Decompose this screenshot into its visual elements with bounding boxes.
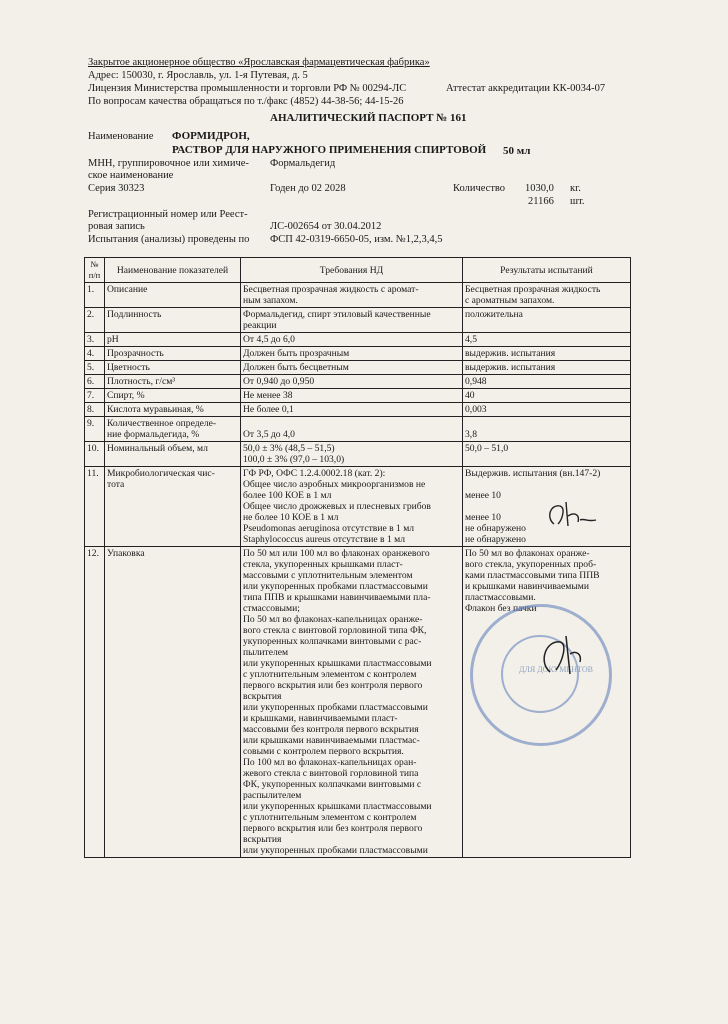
table-body (85, 283, 631, 858)
requirement (241, 467, 463, 547)
quantity-kg: 1030,0 (525, 183, 554, 194)
result-line: и крышками навинчиваемыми (465, 581, 589, 592)
requirement-line: реакции (243, 320, 277, 331)
indicator-name (105, 361, 241, 375)
requirement-line: более 100 КОЕ в 1 мл (243, 490, 332, 501)
requirement-line: От 0,940 до 0,950 (243, 376, 315, 387)
result (463, 403, 631, 417)
table-row (85, 403, 631, 417)
requirement (241, 547, 463, 858)
indicator-name-line: тота (107, 479, 125, 490)
passport-title: АНАЛИТИЧЕСКИЙ ПАСПОРТ № 161 (270, 112, 467, 124)
stamp-text: ДЛЯ ДОКУМЕНТОВ (519, 665, 593, 674)
result-line: Флакон без пачки (465, 603, 537, 614)
product-form: РАСТВОР ДЛЯ НАРУЖНОГО ПРИМЕНЕНИЯ СПИРТОВОЙ (172, 144, 487, 156)
requirement (241, 389, 463, 403)
requirement-line: Общее число аэробных микроорганизмов не (243, 479, 426, 490)
result-line: выдержив. испытания (465, 362, 556, 373)
indicator-name (105, 333, 241, 347)
requirement (241, 417, 463, 442)
row-number: 5. (85, 361, 105, 375)
quantity-pcs: 21166 (528, 196, 554, 207)
name-label: Наименование (88, 131, 154, 142)
requirement-line: Pseudomonas aeruginosa отсутствие в 1 мл (243, 523, 415, 534)
requirement-line: По 100 мл во флаконах-капельницах оран- (243, 757, 417, 768)
company-address: Адрес: 150030, г. Ярославль, ул. 1-я Путевая, д. 5 (88, 70, 308, 81)
indicator-name (105, 283, 241, 308)
requirement (241, 442, 463, 467)
result-line: не обнаружено (465, 534, 526, 545)
requirement-line: жевого стекла с винтовой горловиной типа (243, 768, 419, 779)
requirement-line: Staphylococcus aureus отсутствие в 1 мл (243, 534, 406, 545)
table-row (85, 417, 631, 442)
requirement-line: не более 10 КОЕ в 1 мл (243, 512, 339, 523)
indicator-name-line: Описание (107, 284, 148, 295)
requirement-line: или укупоренных пробками пластмассовыми (243, 702, 428, 713)
table-row (85, 347, 631, 361)
row-number: 6. (85, 375, 105, 389)
requirement (241, 403, 463, 417)
row-number: 3. (85, 333, 105, 347)
result (463, 333, 631, 347)
indicator-name-line: Количественное определе- (107, 418, 217, 429)
result-line: 50,0 – 51,0 (465, 443, 509, 454)
result-line: Бесцветная прозрачная жидкость (465, 284, 601, 295)
result-line: пластмассовыми. (465, 592, 536, 603)
result (463, 347, 631, 361)
row-number: 2. (85, 308, 105, 333)
result-line: менее 10 (465, 490, 501, 501)
indicator-name (105, 347, 241, 361)
requirement-line: Не менее 38 (243, 390, 293, 401)
requirement-line: 50,0 ± 3% (48,5 – 51,5) (243, 443, 335, 454)
requirement-line: По 50 мл или 100 мл во флаконах оранжевого (243, 548, 430, 559)
indicator-name (105, 375, 241, 389)
requirement-line: или крышками навинчиваемыми пластмас- (243, 735, 420, 746)
requirement-line: вскрытия (243, 834, 282, 845)
result (463, 442, 631, 467)
indicator-name (105, 308, 241, 333)
requirement-line: вого стекла с винтовой горловиной типа ФК, (243, 625, 427, 636)
product-volume: 50 мл (503, 145, 531, 157)
requirement-line: или укупоренных крышками пластмассовыми (243, 801, 432, 812)
reg-label-2: ровая запись (88, 221, 145, 232)
indicator-name-line: ние формальдегида, % (107, 429, 200, 440)
table-row (85, 308, 631, 333)
table-row (85, 283, 631, 308)
result-line: 3,8 (465, 429, 477, 440)
indicator-name (105, 417, 241, 442)
row-number: 1. (85, 283, 105, 308)
header-number: № п/п (85, 258, 105, 283)
table-row (85, 467, 631, 547)
requirement-line: первого вскрытия или без контроля первого (243, 680, 423, 691)
result-line: выдержив. испытания (465, 348, 556, 359)
reg-value: ЛС-002654 от 30.04.2012 (270, 221, 382, 232)
requirement (241, 347, 463, 361)
requirement-line: Формальдегид, спирт этиловый качественные (243, 309, 431, 320)
requirement-line: Общее число дрожжевых и плесневых грибов (243, 501, 431, 512)
row-number: 12. (85, 547, 105, 858)
requirement (241, 375, 463, 389)
result (463, 361, 631, 375)
indicator-name-line: Спирт, % (107, 390, 145, 401)
indicator-name-line: Кислота муравьиная, % (107, 404, 204, 415)
requirement-line: и крышками, навинчиваемыми пласт- (243, 713, 398, 724)
requirement-line: распылителем (243, 790, 302, 801)
inn-label: МНН, группировочное или химиче- (88, 158, 249, 169)
result (463, 547, 631, 858)
inn-value: Формальдегид (270, 158, 336, 169)
indicator-name (105, 403, 241, 417)
requirement-line: стмассовыми; (243, 603, 300, 614)
row-number: 7. (85, 389, 105, 403)
requirement-line: Не более 0,1 (243, 404, 294, 415)
indicator-name-line: Номинальный объем, мл (107, 443, 208, 454)
indicator-name (105, 547, 241, 858)
result (463, 308, 631, 333)
requirement-line: Должен быть бесцветным (243, 362, 349, 373)
result-line: Выдержив. испытания (вн.147-2) (465, 468, 601, 479)
table-row (85, 442, 631, 467)
requirement-line: или укупоренных пробками пластмассовыми (243, 581, 428, 592)
requirement-line: Должен быть прозрачным (243, 348, 350, 359)
result (463, 389, 631, 403)
requirement-line: или укупоренных крышками пластмассовыми (243, 658, 432, 669)
requirement-line: с уплотнительным элементом с контролем (243, 812, 417, 823)
unit-pcs: шт. (570, 196, 585, 207)
requirement-line: типа ППВ и крышками навинчиваемыми пла- (243, 592, 431, 603)
license-line: Лицензия Министерства промышленности и торговли РФ № 00294-ЛС (88, 83, 407, 94)
requirement (241, 333, 463, 347)
header-indicator: Наименование показателей (105, 258, 241, 283)
result-line (465, 501, 628, 512)
result (463, 467, 631, 547)
indicator-name-line: Микробиологическая чис- (107, 468, 215, 479)
unit-kg: кг. (570, 183, 581, 194)
indicator-name-line: Подлинность (107, 309, 162, 320)
requirement (241, 361, 463, 375)
requirement-line: или укупоренных пробками пластмассовыми (243, 845, 428, 856)
result (463, 375, 631, 389)
requirement-line: пылителем (243, 647, 289, 658)
result (463, 417, 631, 442)
reg-label: Регистрационный номер или Реест- (88, 209, 248, 220)
requirement-line: ФК, укупоренных колпачками винтовыми с (243, 779, 422, 790)
requirement-line: От 4,5 до 6,0 (243, 334, 295, 345)
requirement-line: ным запахом. (243, 295, 298, 306)
accreditation: Аттестат аккредитации КК-0034-07 (446, 83, 606, 94)
table-row (85, 333, 631, 347)
result-line: 0,948 (465, 376, 487, 387)
table-header-row (85, 258, 631, 283)
requirement-line: Бесцветная прозрачная жидкость с аромат- (243, 284, 419, 295)
requirement-line: стекла, укупоренных крышками пласт- (243, 559, 403, 570)
indicator-name (105, 389, 241, 403)
indicator-name-line: Упаковка (107, 548, 145, 559)
requirement-line: первого вскрытия или без контроля первого (243, 823, 423, 834)
row-number: 10. (85, 442, 105, 467)
requirement-line: ГФ РФ, ОФС 1.2.4.0002.18 (кат. 2): (243, 468, 386, 479)
result-line: не обнаружено (465, 523, 526, 534)
indicator-name-line: Плотность, г/см³ (107, 376, 176, 387)
indicator-name (105, 467, 241, 547)
result-line: 0,003 (465, 404, 487, 415)
result-line (465, 418, 628, 429)
results-table (84, 257, 631, 858)
table-row (85, 547, 631, 858)
result-line: По 50 мл во флаконах оранже- (465, 548, 590, 559)
requirement-line: с уплотнительным элементом с контролем (243, 669, 417, 680)
indicator-name-line: рН (107, 334, 119, 345)
inn-label-2: ское наименование (88, 170, 174, 181)
table-row (85, 361, 631, 375)
indicator-name-line: Цветность (107, 362, 150, 373)
row-number: 8. (85, 403, 105, 417)
company-name: Закрытое акционерное общество «Ярославская фармацевтическая фабрика» (88, 57, 430, 68)
result-line: положительна (465, 309, 523, 320)
indicator-name (105, 442, 241, 467)
requirement-line: массовыми с уплотнительным элементом (243, 570, 413, 581)
result-line: ками пластмассовыми типа ППВ (465, 570, 600, 581)
requirement-line: совыми с контролем первого вскрытия. (243, 746, 404, 757)
header-requirements: Требования НД (241, 258, 463, 283)
row-number: 11. (85, 467, 105, 547)
valid-until: Годен до 02 2028 (270, 183, 346, 194)
requirement-line: массовыми без контроля первого вскрытия (243, 724, 419, 735)
requirement (241, 308, 463, 333)
requirement-line: укупоренных колпачками винтовыми с рас- (243, 636, 422, 647)
result-line: менее 10 (465, 512, 501, 523)
requirement-line (243, 418, 460, 429)
result-line: с ароматным запахом. (465, 295, 555, 306)
result-line (465, 479, 628, 490)
row-number: 4. (85, 347, 105, 361)
requirement-line: От 3,5 до 4,0 (243, 429, 295, 440)
requirement-line: вскрытия (243, 691, 282, 702)
row-number: 9. (85, 417, 105, 442)
table-row (85, 389, 631, 403)
tests-label: Испытания (анализы) проведены по (88, 234, 250, 245)
indicator-name-line: Прозрачность (107, 348, 164, 359)
requirement-line: По 50 мл во флаконах-капельницах оранже- (243, 614, 423, 625)
series-label: Серия 30323 (88, 183, 145, 194)
result-line: 40 (465, 390, 475, 401)
quantity-label: Количество (453, 183, 506, 194)
result (463, 283, 631, 308)
table-row (85, 375, 631, 389)
quality-contact: По вопросам качества обращаться по т./факс (4852) 44-38-56; 44-15-26 (88, 96, 404, 107)
product-name: ФОРМИДРОН, (172, 130, 250, 142)
result-line: вого стекла, укупоренных проб- (465, 559, 597, 570)
header-results: Результаты испытаний (463, 258, 631, 283)
requirement-line: 100,0 ± 3% (97,0 – 103,0) (243, 454, 345, 465)
requirement (241, 283, 463, 308)
tests-value: ФСП 42-0319-6650-05, изм. №1,2,3,4,5 (270, 234, 443, 245)
result-line: 4,5 (465, 334, 477, 345)
